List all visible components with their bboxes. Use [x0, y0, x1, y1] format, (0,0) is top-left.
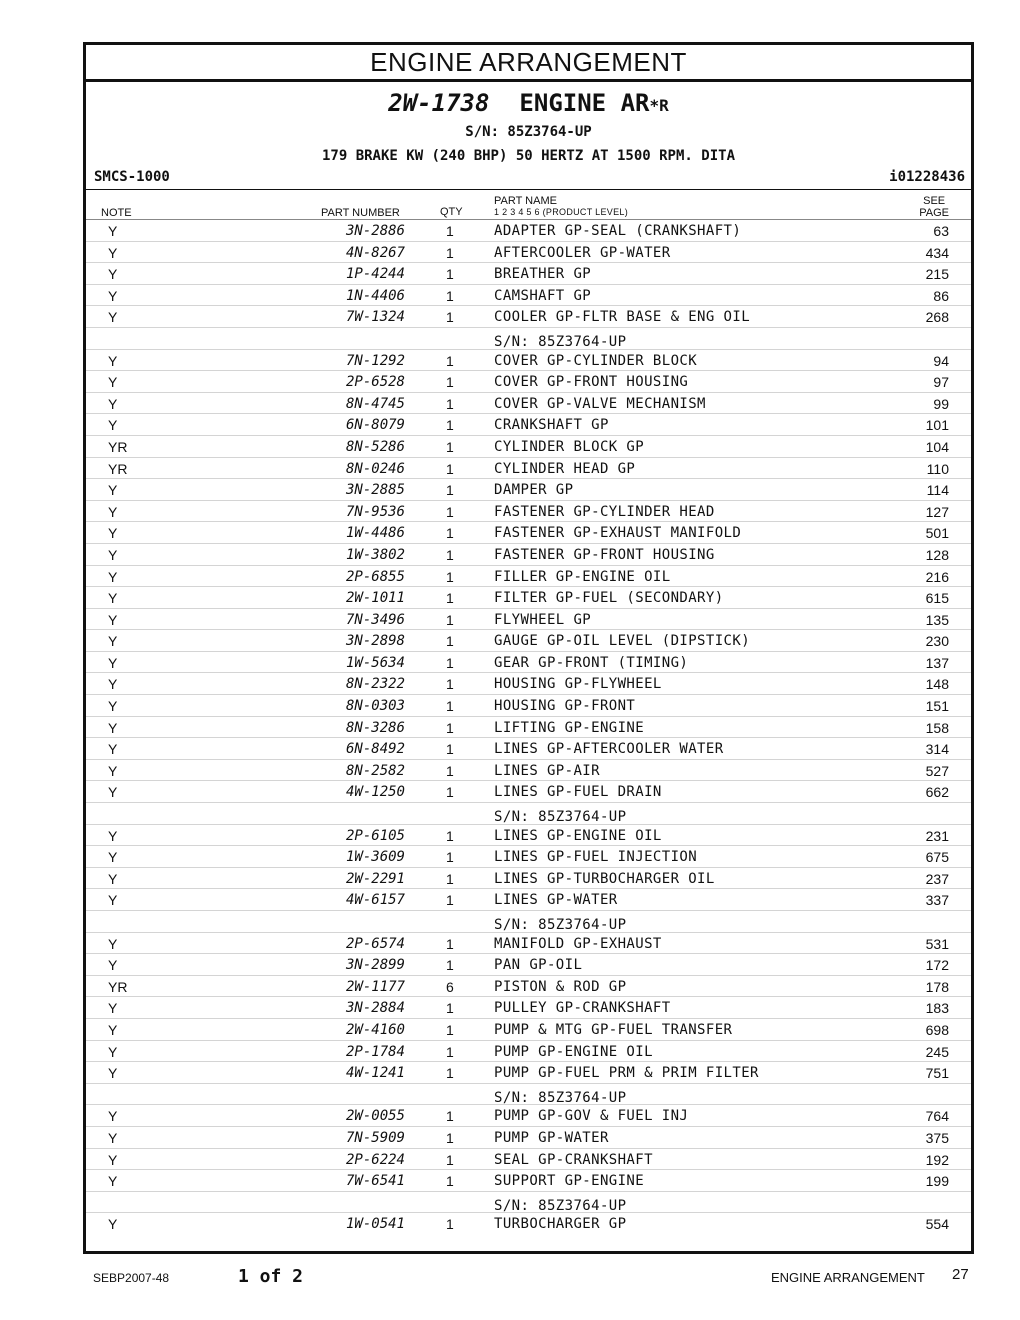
row-part-number: 8N-4745 [345, 395, 405, 412]
table-row [86, 500, 971, 522]
table-row [86, 1212, 971, 1234]
row-part-number: 7W-1324 [345, 309, 405, 326]
table-row [86, 608, 971, 630]
row-note: Y [108, 870, 118, 887]
row-qty: 1 [446, 503, 454, 520]
row-part-number: 3N-2898 [345, 633, 405, 650]
table-row [86, 1061, 971, 1083]
row-part-name: FLYWHEEL GP [494, 611, 592, 628]
row-part-name: LINES GP-AFTERCOOLER WATER [494, 741, 724, 758]
row-see-page: 151 [925, 698, 949, 715]
row-note: Y [108, 957, 118, 974]
table-row [86, 672, 971, 694]
header-block [86, 89, 971, 166]
row-note: Y [108, 223, 118, 239]
row-see-page: 104 [925, 438, 949, 455]
row-note: Y [108, 525, 118, 542]
row-part-name: PUMP GP-ENGINE OIL [494, 1043, 653, 1060]
row-part-name: S/N: 85Z3764-UP [494, 333, 627, 350]
row-part-number: 1W-3802 [345, 546, 405, 563]
row-part-name: LINES GP-FUEL INJECTION [494, 849, 698, 866]
row-note: Y [108, 1108, 118, 1125]
row-part-name: COOLER GP-FLTR BASE & ENG OIL [494, 309, 751, 326]
table-row [86, 1104, 971, 1126]
row-see-page: 434 [925, 244, 949, 261]
row-note: Y [108, 719, 118, 736]
row-part-number: 2W-4160 [345, 1021, 405, 1038]
row-part-number: 8N-2322 [345, 676, 405, 693]
table-row [86, 629, 971, 651]
row-qty: 1 [446, 827, 454, 844]
row-part-name: LINES GP-FUEL DRAIN [494, 784, 662, 801]
row-part-number: 1W-3609 [345, 849, 405, 866]
row-part-name: PUMP GP-FUEL PRM & PRIM FILTER [494, 1065, 759, 1082]
row-part-number: 6N-8492 [345, 741, 405, 758]
table-row [86, 370, 971, 392]
row-see-page: 135 [925, 611, 949, 628]
row-qty: 1 [446, 438, 454, 455]
row-part-number: 7N-5909 [345, 1129, 405, 1146]
row-see-page: 215 [925, 266, 949, 283]
row-part-name: LINES GP-WATER [494, 892, 618, 909]
row-note: Y [108, 503, 118, 520]
row-part-number: 4N-8267 [345, 244, 405, 261]
document-frame [83, 42, 974, 1254]
row-note: Y [108, 849, 118, 866]
row-qty: 1 [446, 374, 454, 391]
column-header-page: PAGE [919, 207, 949, 219]
row-see-page: 314 [925, 741, 949, 758]
table-row [86, 737, 971, 759]
row-part-name: COVER GP-VALVE MECHANISM [494, 395, 706, 412]
row-part-number: 6N-8079 [345, 417, 405, 434]
table-row [86, 953, 971, 975]
row-note: Y [108, 1129, 118, 1146]
row-note: Y [108, 654, 118, 671]
row-part-name: SEAL GP-CRANKSHAFT [494, 1151, 653, 1168]
row-qty: 1 [446, 266, 454, 283]
row-qty: 1 [446, 654, 454, 671]
table-row [86, 932, 971, 954]
row-qty: 1 [446, 1108, 454, 1125]
table-row [86, 435, 971, 457]
row-part-number: 2P-6528 [345, 374, 405, 391]
row-part-name: S/N: 85Z3764-UP [494, 809, 627, 826]
row-qty: 1 [446, 784, 454, 801]
row-part-number: 1W-5634 [345, 654, 405, 671]
row-note: Y [108, 827, 118, 844]
row-see-page: 183 [925, 1000, 949, 1017]
row-see-page: 230 [925, 633, 949, 650]
row-see-page: 128 [925, 546, 949, 563]
row-note: Y [108, 1021, 118, 1038]
row-qty: 1 [446, 1151, 454, 1168]
row-part-number: 2P-6574 [345, 935, 405, 952]
row-part-name: FILTER GP-FUEL (SECONDARY) [494, 590, 724, 607]
row-see-page: 501 [925, 525, 949, 542]
row-part-name: SUPPORT GP-ENGINE [494, 1173, 645, 1190]
table-row [86, 241, 971, 263]
row-see-page: 751 [925, 1065, 949, 1082]
row-part-number: 2P-6105 [345, 827, 405, 844]
row-part-name: BREATHER GP [494, 266, 592, 283]
table-row [86, 219, 971, 241]
row-see-page: 172 [925, 957, 949, 974]
row-part-number: 1W-0541 [345, 1216, 405, 1233]
row-part-name: ADAPTER GP-SEAL (CRANKSHAFT) [494, 223, 742, 239]
table-row [86, 521, 971, 543]
row-part-name: LINES GP-TURBOCHARGER OIL [494, 870, 715, 887]
row-part-name: HOUSING GP-FRONT [494, 698, 636, 715]
row-qty: 1 [446, 892, 454, 909]
row-qty: 1 [446, 482, 454, 499]
row-part-number: 3N-2885 [345, 482, 405, 499]
row-note: Y [108, 1043, 118, 1060]
row-see-page: 698 [925, 1021, 949, 1038]
row-part-name: PULLEY GP-CRANKSHAFT [494, 1000, 671, 1017]
table-row [86, 824, 971, 846]
table-row [86, 262, 971, 284]
row-see-page: 337 [925, 892, 949, 909]
row-qty: 1 [446, 1000, 454, 1017]
row-see-page: 137 [925, 654, 949, 671]
table-row [86, 845, 971, 867]
row-part-name: COVER GP-CYLINDER BLOCK [494, 352, 698, 369]
row-qty: 1 [446, 395, 454, 412]
row-note: Y [108, 395, 118, 412]
row-note: YR [108, 460, 128, 477]
table-row [86, 996, 971, 1018]
row-part-name: MANIFOLD GP-EXHAUST [494, 935, 662, 952]
row-part-number: 8N-2582 [345, 762, 405, 779]
row-qty: 1 [446, 957, 454, 974]
row-see-page: 97 [933, 374, 949, 391]
row-see-page: 94 [933, 352, 949, 369]
row-part-number: 7N-9536 [345, 503, 405, 520]
row-see-page: 148 [925, 676, 949, 693]
row-note: YR [108, 438, 128, 455]
row-part-name: DAMPER GP [494, 482, 574, 499]
row-qty: 1 [446, 223, 454, 239]
row-note: Y [108, 590, 118, 607]
row-note: Y [108, 1216, 118, 1233]
table-row [86, 1169, 971, 1191]
row-part-name: TURBOCHARGER GP [494, 1216, 627, 1233]
serial-note-row [86, 802, 971, 824]
row-part-number: 2W-2291 [345, 870, 405, 887]
row-qty: 1 [446, 849, 454, 866]
serial-note-row [86, 1083, 971, 1105]
row-qty: 1 [446, 287, 454, 304]
table-row [86, 780, 971, 802]
row-qty: 1 [446, 546, 454, 563]
column-header-product-level: 1 2 3 4 5 6 (PRODUCT LEVEL) [494, 207, 628, 217]
row-note: Y [108, 482, 118, 499]
column-header-see-page [919, 195, 949, 219]
row-see-page: 231 [925, 827, 949, 844]
row-note: Y [108, 417, 118, 434]
row-qty: 1 [446, 633, 454, 650]
row-part-number: 8N-5286 [345, 438, 405, 455]
row-note: Y [108, 352, 118, 369]
row-qty: 1 [446, 1043, 454, 1060]
row-part-name: GAUGE GP-OIL LEVEL (DIPSTICK) [494, 633, 751, 650]
row-part-name: HOUSING GP-FLYWHEEL [494, 676, 662, 693]
row-qty: 1 [446, 1216, 454, 1233]
row-part-number: 2P-6855 [345, 568, 405, 585]
row-part-number: 8N-0246 [345, 460, 405, 477]
row-note: Y [108, 1173, 118, 1190]
row-see-page: 527 [925, 762, 949, 779]
row-qty: 6 [446, 978, 454, 995]
table-row [86, 1018, 971, 1040]
engine-description: 179 BRAKE KW (240 BHP) 50 HERTZ AT 1500 RPM. DITA [321, 148, 735, 164]
row-note: Y [108, 546, 118, 563]
row-note: Y [108, 309, 118, 326]
row-note: Y [108, 762, 118, 779]
row-qty: 1 [446, 698, 454, 715]
header-divider [86, 189, 971, 190]
row-note: Y [108, 784, 118, 801]
serial-note-row [86, 327, 971, 349]
table-row [86, 694, 971, 716]
table-row [86, 284, 971, 306]
row-qty: 1 [446, 1173, 454, 1190]
row-note: Y [108, 287, 118, 304]
row-qty: 1 [446, 460, 454, 477]
row-part-number: 1N-4406 [345, 287, 405, 304]
footer-doc-id: SEBP2007-48 [93, 1271, 170, 1285]
row-part-number: 8N-3286 [345, 719, 405, 736]
row-note: Y [108, 374, 118, 391]
row-part-name: FASTENER GP-CYLINDER HEAD [494, 503, 715, 520]
row-see-page: 101 [925, 417, 949, 434]
table-row [86, 457, 971, 479]
row-see-page: 764 [925, 1108, 949, 1125]
row-part-number: 3N-2886 [345, 223, 405, 239]
row-see-page: 114 [926, 482, 949, 499]
serial-range: S/N: 85Z3764-UP [465, 124, 592, 140]
table-row [86, 586, 971, 608]
row-qty: 1 [446, 611, 454, 628]
model-suffix: *R [649, 96, 669, 115]
row-note: Y [108, 633, 118, 650]
row-part-name: FASTENER GP-FRONT HOUSING [494, 546, 715, 563]
row-qty: 1 [446, 590, 454, 607]
row-qty: 1 [446, 676, 454, 693]
row-part-name: PUMP & MTG GP-FUEL TRANSFER [494, 1021, 733, 1038]
row-see-page: 662 [925, 784, 949, 801]
row-see-page: 199 [925, 1173, 949, 1190]
table-row [86, 1126, 971, 1148]
row-see-page: 99 [933, 395, 949, 412]
table-row [86, 543, 971, 565]
row-part-name: GEAR GP-FRONT (TIMING) [494, 654, 689, 671]
row-see-page: 554 [925, 1216, 949, 1233]
table-row [86, 1040, 971, 1062]
row-part-name: FILLER GP-ENGINE OIL [494, 568, 671, 585]
row-see-page: 237 [925, 870, 949, 887]
row-note: Y [108, 568, 118, 585]
row-qty: 1 [446, 719, 454, 736]
column-header-note: NOTE [101, 207, 132, 219]
table-row [86, 349, 971, 371]
table-row [86, 1148, 971, 1170]
row-qty: 1 [446, 309, 454, 326]
row-part-number: 7N-1292 [345, 352, 405, 369]
row-note: Y [108, 698, 118, 715]
serial-note-row [86, 1191, 971, 1213]
row-part-name: PISTON & ROD GP [494, 978, 627, 995]
row-part-number: 8N-0303 [345, 698, 405, 715]
parts-table [86, 219, 971, 1234]
row-part-number: 3N-2884 [345, 1000, 405, 1017]
row-part-name: S/N: 85Z3764-UP [494, 1089, 627, 1106]
row-see-page: 375 [925, 1129, 949, 1146]
row-part-name: LINES GP-AIR [494, 762, 600, 779]
row-see-page: 63 [933, 223, 949, 239]
row-part-number: 4W-1241 [345, 1065, 405, 1082]
row-qty: 1 [446, 1065, 454, 1082]
row-qty: 1 [446, 762, 454, 779]
row-note: Y [108, 1065, 118, 1082]
model-number: 2W-1738 [388, 89, 490, 117]
row-part-name: LIFTING GP-ENGINE [494, 719, 645, 736]
row-see-page: 268 [925, 309, 949, 326]
row-part-number: 2W-0055 [345, 1108, 405, 1125]
table-row [86, 478, 971, 500]
footer-section: ENGINE ARRANGEMENT [771, 1270, 925, 1285]
row-note: Y [108, 1000, 118, 1017]
row-part-name: CYLINDER HEAD GP [494, 460, 636, 477]
row-note: Y [108, 741, 118, 758]
column-header-part-number: PART NUMBER [321, 207, 400, 219]
model-name: ENGINE AR [519, 89, 650, 117]
column-header-see: SEE [923, 195, 946, 207]
row-part-name: PAN GP-OIL [494, 957, 583, 974]
row-see-page: 216 [925, 568, 949, 585]
row-part-number: 1W-4486 [345, 525, 405, 542]
row-part-number: 2W-1011 [345, 590, 405, 607]
row-see-page: 86 [933, 287, 949, 304]
row-see-page: 615 [925, 590, 949, 607]
row-see-page: 245 [925, 1043, 949, 1060]
row-qty: 1 [446, 1129, 454, 1146]
serial-note-row [86, 910, 971, 932]
row-note: Y [108, 611, 118, 628]
row-note: Y [108, 1151, 118, 1168]
row-part-number: 2W-1177 [345, 978, 405, 995]
table-row [86, 867, 971, 889]
row-note: Y [108, 244, 118, 261]
footer-page-number: 27 [952, 1266, 969, 1283]
row-see-page: 178 [925, 978, 949, 995]
row-part-name: FASTENER GP-EXHAUST MANIFOLD [494, 525, 742, 542]
column-header-qty: QTY [440, 206, 463, 218]
footer-page-of: 1 of 2 [238, 1266, 304, 1287]
row-qty: 1 [446, 935, 454, 952]
row-part-name: CYLINDER BLOCK GP [494, 438, 645, 455]
table-row [86, 651, 971, 673]
row-see-page: 192 [925, 1151, 949, 1168]
row-see-page: 110 [926, 460, 949, 477]
row-part-name: CAMSHAFT GP [494, 287, 592, 304]
illustration-id: i01228436 [889, 169, 965, 185]
row-part-number: 4W-1250 [345, 784, 405, 801]
smcs-code: SMCS-1000 [94, 169, 170, 185]
row-qty: 1 [446, 568, 454, 585]
row-see-page: 531 [925, 935, 949, 952]
row-part-number: 2P-1784 [345, 1043, 405, 1060]
row-see-page: 127 [925, 503, 949, 520]
row-part-number: 3N-2899 [345, 957, 405, 974]
table-row [86, 392, 971, 414]
row-part-number: 7W-6541 [345, 1173, 405, 1190]
row-part-name: COVER GP-FRONT HOUSING [494, 374, 689, 391]
row-part-name: S/N: 85Z3764-UP [494, 1197, 627, 1214]
table-row [86, 888, 971, 910]
row-qty: 1 [446, 525, 454, 542]
column-header-part-name: PART NAME [494, 195, 557, 207]
row-part-name: LINES GP-ENGINE OIL [494, 827, 662, 844]
row-part-number: 4W-6157 [345, 892, 405, 909]
section-title: ENGINE ARRANGEMENT [86, 45, 971, 82]
row-note: Y [108, 935, 118, 952]
row-see-page: 158 [925, 719, 949, 736]
row-qty: 1 [446, 244, 454, 261]
table-row [86, 759, 971, 781]
row-note: Y [108, 266, 118, 283]
row-see-page: 675 [925, 849, 949, 866]
row-qty: 1 [446, 352, 454, 369]
row-note: Y [108, 892, 118, 909]
row-part-name: PUMP GP-WATER [494, 1129, 609, 1146]
table-row [86, 413, 971, 435]
row-qty: 1 [446, 741, 454, 758]
table-row [86, 975, 971, 997]
row-part-name: AFTERCOOLER GP-WATER [494, 244, 671, 261]
row-part-number: 7N-3496 [345, 611, 405, 628]
row-qty: 1 [446, 417, 454, 434]
table-row [86, 565, 971, 587]
row-note: YR [108, 978, 128, 995]
row-qty: 1 [446, 1021, 454, 1038]
model-title [86, 89, 971, 120]
table-row [86, 305, 971, 327]
row-part-name: S/N: 85Z3764-UP [494, 917, 627, 933]
table-row [86, 716, 971, 738]
row-part-name: PUMP GP-GOV & FUEL INJ [494, 1108, 689, 1125]
row-qty: 1 [446, 870, 454, 887]
row-part-number: 1P-4244 [345, 266, 405, 283]
row-part-number: 2P-6224 [345, 1151, 405, 1168]
row-note: Y [108, 676, 118, 693]
row-part-name: CRANKSHAFT GP [494, 417, 609, 434]
